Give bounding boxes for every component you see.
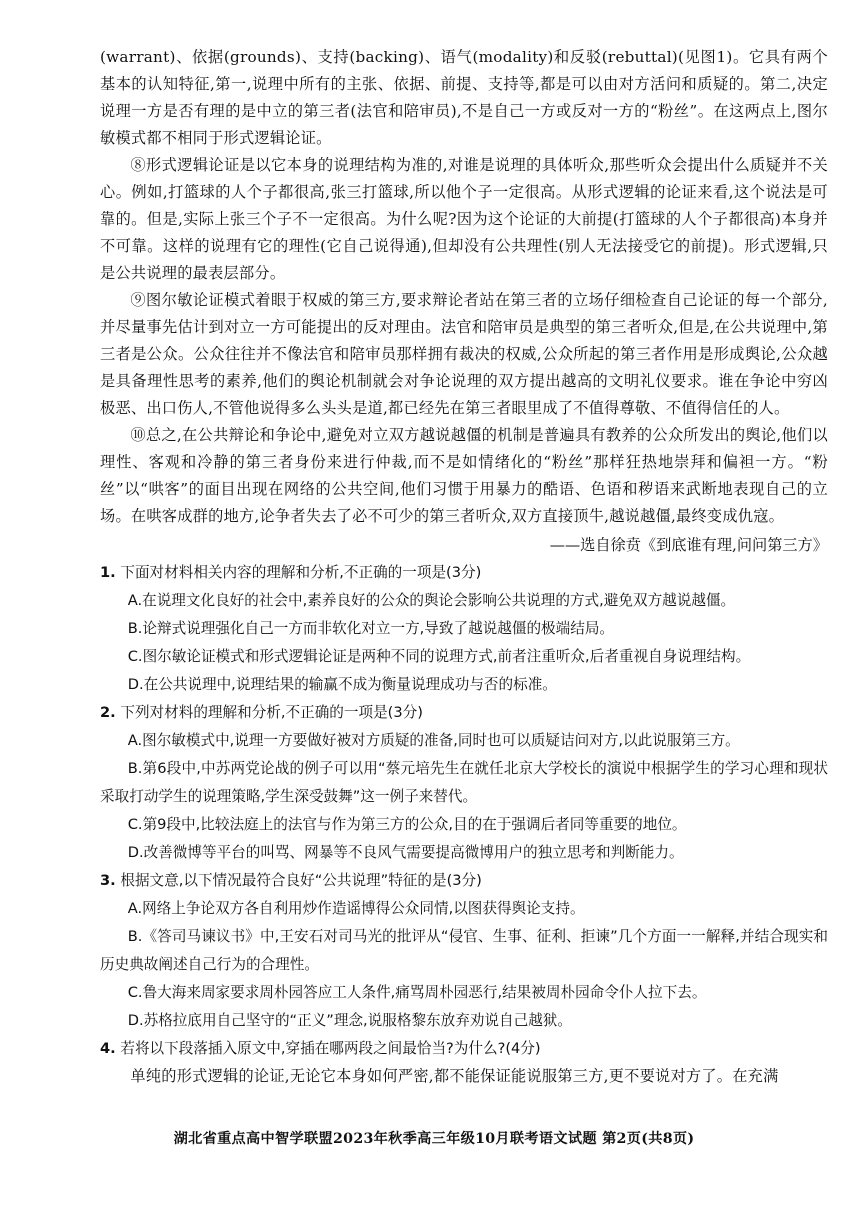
question-text: 下列对材料的理解和分析,不正确的一项是(3分): [120, 704, 423, 721]
question-stem: [100, 559, 828, 587]
question-text: 下面对材料相关内容的理解和分析,不正确的一项是(3分): [120, 564, 482, 581]
reading-passage: [100, 44, 828, 559]
question-1: [100, 559, 828, 699]
question-4: [100, 1035, 828, 1090]
passage-source: ——选自徐贲《到底谁有理,问问第三方》: [549, 536, 828, 554]
question-text: 若将以下段落插入原文中,穿插在哪两段之间最恰当?为什么?(4分): [120, 1040, 541, 1057]
question-number: 2.: [100, 704, 116, 721]
passage-paragraph-continued: (warrant)、依据(grounds)、支持(backing)、语气(modality)和反驳(rebuttal)(见图1)。它具有两个基本的认知特征,第一,说理中所有的主张、依据、前提、支持等,都是可以由对方活问和质疑的。第二,决定说理一方是否有理的是中立的第三者(法官和陪审员),不是自己一方或反对一方的“粉丝”。在这两点上,图尔敏模式都不相同于形式逻辑论证。: [100, 48, 828, 147]
question-number: 1.: [100, 564, 116, 581]
option-a: A.图尔敏模式中,说理一方要做好被对方质疑的准备,同时也可以质疑诘问对方,以此说服第三方。: [127, 732, 740, 749]
option-a: A.在说理文化良好的社会中,素养良好的公众的舆论会影响公共说理的方式,避免双方越说越僵。: [127, 592, 736, 609]
question-stem: [100, 867, 828, 895]
option-d: D.苏格拉底用自己坚守的“正义”理念,说服格黎东放弃劝说自己越狱。: [127, 1012, 572, 1029]
passage-paragraph-10: ⑩总之,在公共辩论和争论中,避免对立双方越说越僵的机制是普遍具有教养的公众所发出的舆论,他们以理性、客观和冷静的第三者身份来进行仲裁,而不是如情绪化的“粉丝”那样狂热地崇拜和偏袒一方。“粉丝”以“哄客”的面目出现在网络的公共空间,他们习惯于用暴力的酷语、色语和秽语来武断地表现自己的立场。在哄客成群的地方,论争者失去了必不可少的第三者听众,双方直接顶牛,越说越僵,最终变成仇寇。: [100, 426, 828, 525]
option-a: A.网络上争论双方各自利用炒作造谣博得公众同情,以图获得舆论支持。: [127, 900, 585, 917]
question-number: 4.: [100, 1040, 116, 1057]
question-stem: [100, 1035, 828, 1063]
question-stem: [100, 699, 828, 727]
question-3: [100, 867, 828, 1035]
option-b: B.第6段中,中苏两党论战的例子可以用“蔡元培先生在就任北京大学校长的演说中根据学生的学习心理和现状采取打动学生的说理策略,学生深受鼓舞”这一例子来替代。: [100, 760, 828, 805]
insert-paragraph: 单纯的形式逻辑的论证,无论它本身如何严密,都不能保证能说服第三方,更不要说对方了。在充满: [130, 1067, 779, 1085]
question-2: [100, 699, 828, 867]
option-d: D.在公共说理中,说理结果的输赢不成为衡量说理成功与否的标准。: [127, 676, 557, 693]
option-c: C.鲁大海来周家要求周朴园答应工人条件,痛骂周朴园恶行,结果被周朴园命令仆人拉下去。: [127, 984, 707, 1001]
option-c: C.第9段中,比较法庭上的法官与作为第三方的公众,目的在于强调后者同等重要的地位。: [127, 816, 687, 833]
passage-paragraph-9: ⑨图尔敏论证模式着眼于权威的第三方,要求辩论者站在第三者的立场仔细检查自己论证的每一个部分,并尽量事先估计到对立一方可能提出的反对理由。法官和陪审员是典型的第三者听众,但是,在公共说理中,第三者是公众。公众往往并不像法官和陪审员那样拥有裁决的权威,公众所起的第三者作用是形成舆论,公众越是具备理性思考的素养,他们的舆论机制就会对争论说理的双方提出越高的文明礼仪要求。谁在争论中穷凶极恶、出口伤人,不管他说得多么头头是道,都已经先在第三者眼里成了不值得尊敬、不值得信任的人。: [100, 291, 828, 417]
question-text: 根据文意,以下情况最符合良好“公共说理”特征的是(3分): [120, 872, 482, 889]
option-d: D.改善微博等平台的叫骂、网暴等不良风气需要提高微博用户的独立思考和判断能力。: [127, 844, 684, 861]
option-b: B.《答司马谏议书》中,王安石对司马光的批评从“侵官、生事、征利、拒谏”几个方面一一解释,并结合现实和历史典故阐述自己行为的合理性。: [100, 928, 828, 973]
passage-paragraph-8: ⑧形式逻辑论证是以它本身的说理结构为准的,对谁是说理的具体听众,那些听众会提出什么质疑并不关心。例如,打篮球的人个子都很高,张三打篮球,所以他个子一定很高。从形式逻辑的论证来看,这个说法是可靠的。但是,实际上张三个子不一定很高。为什么呢?因为这个论证的大前提(打篮球的人个子都很高)本身并不可靠。这样的说理有它的理性(它自己说得通),但却没有公共理性(别人无法接受它的前提)。形式逻辑,只是公共说理的最表层部分。: [100, 156, 828, 282]
question-number: 3.: [100, 872, 116, 889]
page-footer: 湖北省重点高中智学联盟2023年秋季高三年级10月联考语文试题 第2页(共8页): [173, 1131, 695, 1147]
option-c: C.图尔敏论证模式和形式逻辑论证是两种不同的说理方式,前者注重听众,后者重视自身说理结构。: [127, 648, 751, 665]
option-b: B.论辩式说理强化自己一方而非软化对立一方,导致了越说越僵的极端结局。: [127, 620, 615, 637]
